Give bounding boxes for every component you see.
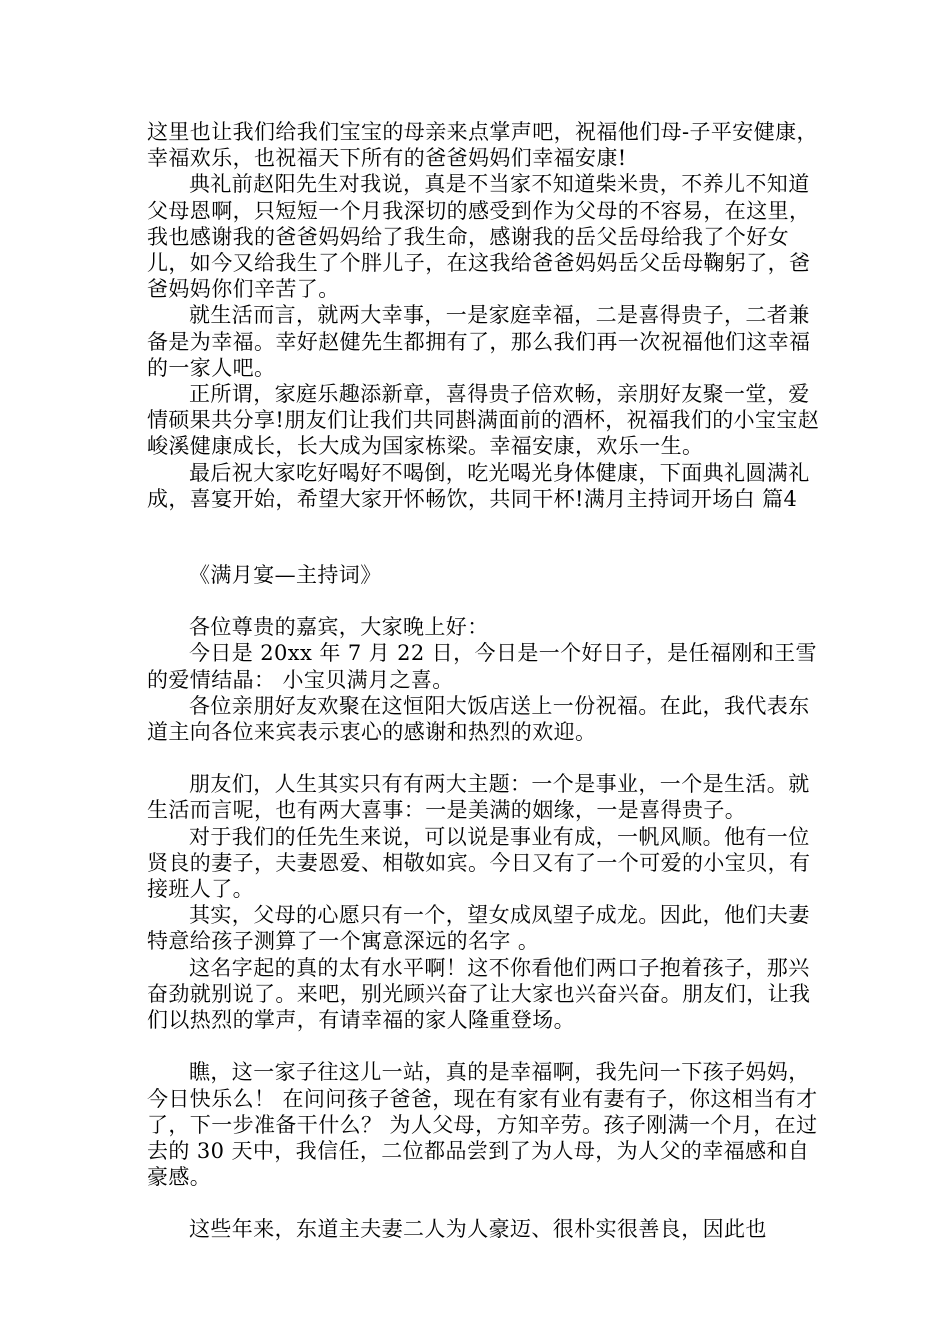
spacer <box>147 745 827 771</box>
document-body <box>147 119 827 1243</box>
spacer <box>147 1033 827 1059</box>
spacer <box>147 588 827 614</box>
paragraph: 这些年来，东道主夫妻二人为人豪迈、很朴实很善良，因此也 <box>189 1217 767 1242</box>
spacer <box>147 512 827 562</box>
paragraph: 就生活而言，就两大幸事，一是家庭幸福，二是喜得贵子，二者兼备是为幸福。幸好赵健先生都拥有了，那么我们再一次祝福他们这幸福的一家人吧。 <box>147 303 811 380</box>
paragraph: 正所谓，家庭乐趣添新章，喜得贵子倍欢畅，亲朋好友聚一堂，爱情硕果共分享!朋友们让我们共同斟满面前的酒杯，祝福我们的小宝宝赵峻溪健康成长，长大成为国家栋梁。幸福安康，欢乐一生。 <box>147 382 820 459</box>
paragraph: 最后祝大家吃好喝好不喝倒，吃光喝光身体健康，下面典礼圆满礼成，喜宴开始，希望大家开怀畅饮，共同干杯!满月主持词开场白 篇4 <box>147 460 810 511</box>
paragraph: 瞧，这一家子往这儿一站，真的是幸福啊，我先问一下孩子妈妈，今日快乐么！ 在问问孩子爸爸，现在有家有业有妻有子，你这相当有才了，下一步准备干什么？ 为人父母，方知辛劳。孩子刚满一个月，在过去的 30 天中，我信任，二位都品尝到了为人母，为人父的幸福感和自豪感。 <box>147 1060 818 1190</box>
paragraph: 今日是 20xx 年 7 月 22 日，今日是一个好日子，是任福刚和王雪的爱情结晶： 小宝贝满月之喜。 <box>147 641 817 692</box>
paragraph: 朋友们，人生其实只有有两大主题：一个是事业，一个是生活。就生活而言呢，也有两大喜事：一是美满的姻缘，一是喜得贵子。 <box>147 772 810 823</box>
spacer <box>147 1190 827 1216</box>
section-title: 《满月宴—主持词》 <box>189 563 382 588</box>
paragraph: 这名字起的真的太有水平啊！这不你看他们两口子抱着孩子，那兴奋劲就别说了。来吧，别光顾兴奋了让大家也兴奋兴奋。朋友们，让我们以热烈的掌声，有请幸福的家人隆重登场。 <box>147 955 811 1033</box>
greeting: 各位尊贵的嘉宾，大家晚上好： <box>189 615 489 640</box>
paragraph: 典礼前赵阳先生对我说，真是不当家不知道柴米贵，不养儿不知道父母恩啊，只短短一个月我深切的感受到作为父母的不容易，在这里，我也感谢我的爸爸妈妈给了我生命，感谢我的岳父岳母给我了个好女儿，如今又给我生了个胖儿子，在这我给爸爸妈妈岳父岳母鞠躬了，爸爸妈妈你们辛苦了。 <box>147 172 811 302</box>
paragraph: 其实，父母的心愿只有一个，望女成凤望子成龙。因此，他们夫妻特意给孩子测算了一个寓意深远的名字 。 <box>147 903 810 954</box>
paragraph: 各位亲朋好友欢聚在这恒阳大饭店送上一份祝福。在此，我代表东道主向各位来宾表示衷心的感谢和热烈的欢迎。 <box>147 693 810 745</box>
paragraph: 这里也让我们给我们宝宝的母亲来点掌声吧，祝福他们母-子平安健康，幸福欢乐，也祝福天下所有的爸爸妈妈们幸福安康! <box>147 120 818 171</box>
paragraph: 对于我们的任先生来说，可以说是事业有成，一帆风顺。他有一位贤良的妻子，夫妻恩爱、相敬如宾。今日又有了一个可爱的小宝贝，有接班人了。 <box>147 824 811 902</box>
